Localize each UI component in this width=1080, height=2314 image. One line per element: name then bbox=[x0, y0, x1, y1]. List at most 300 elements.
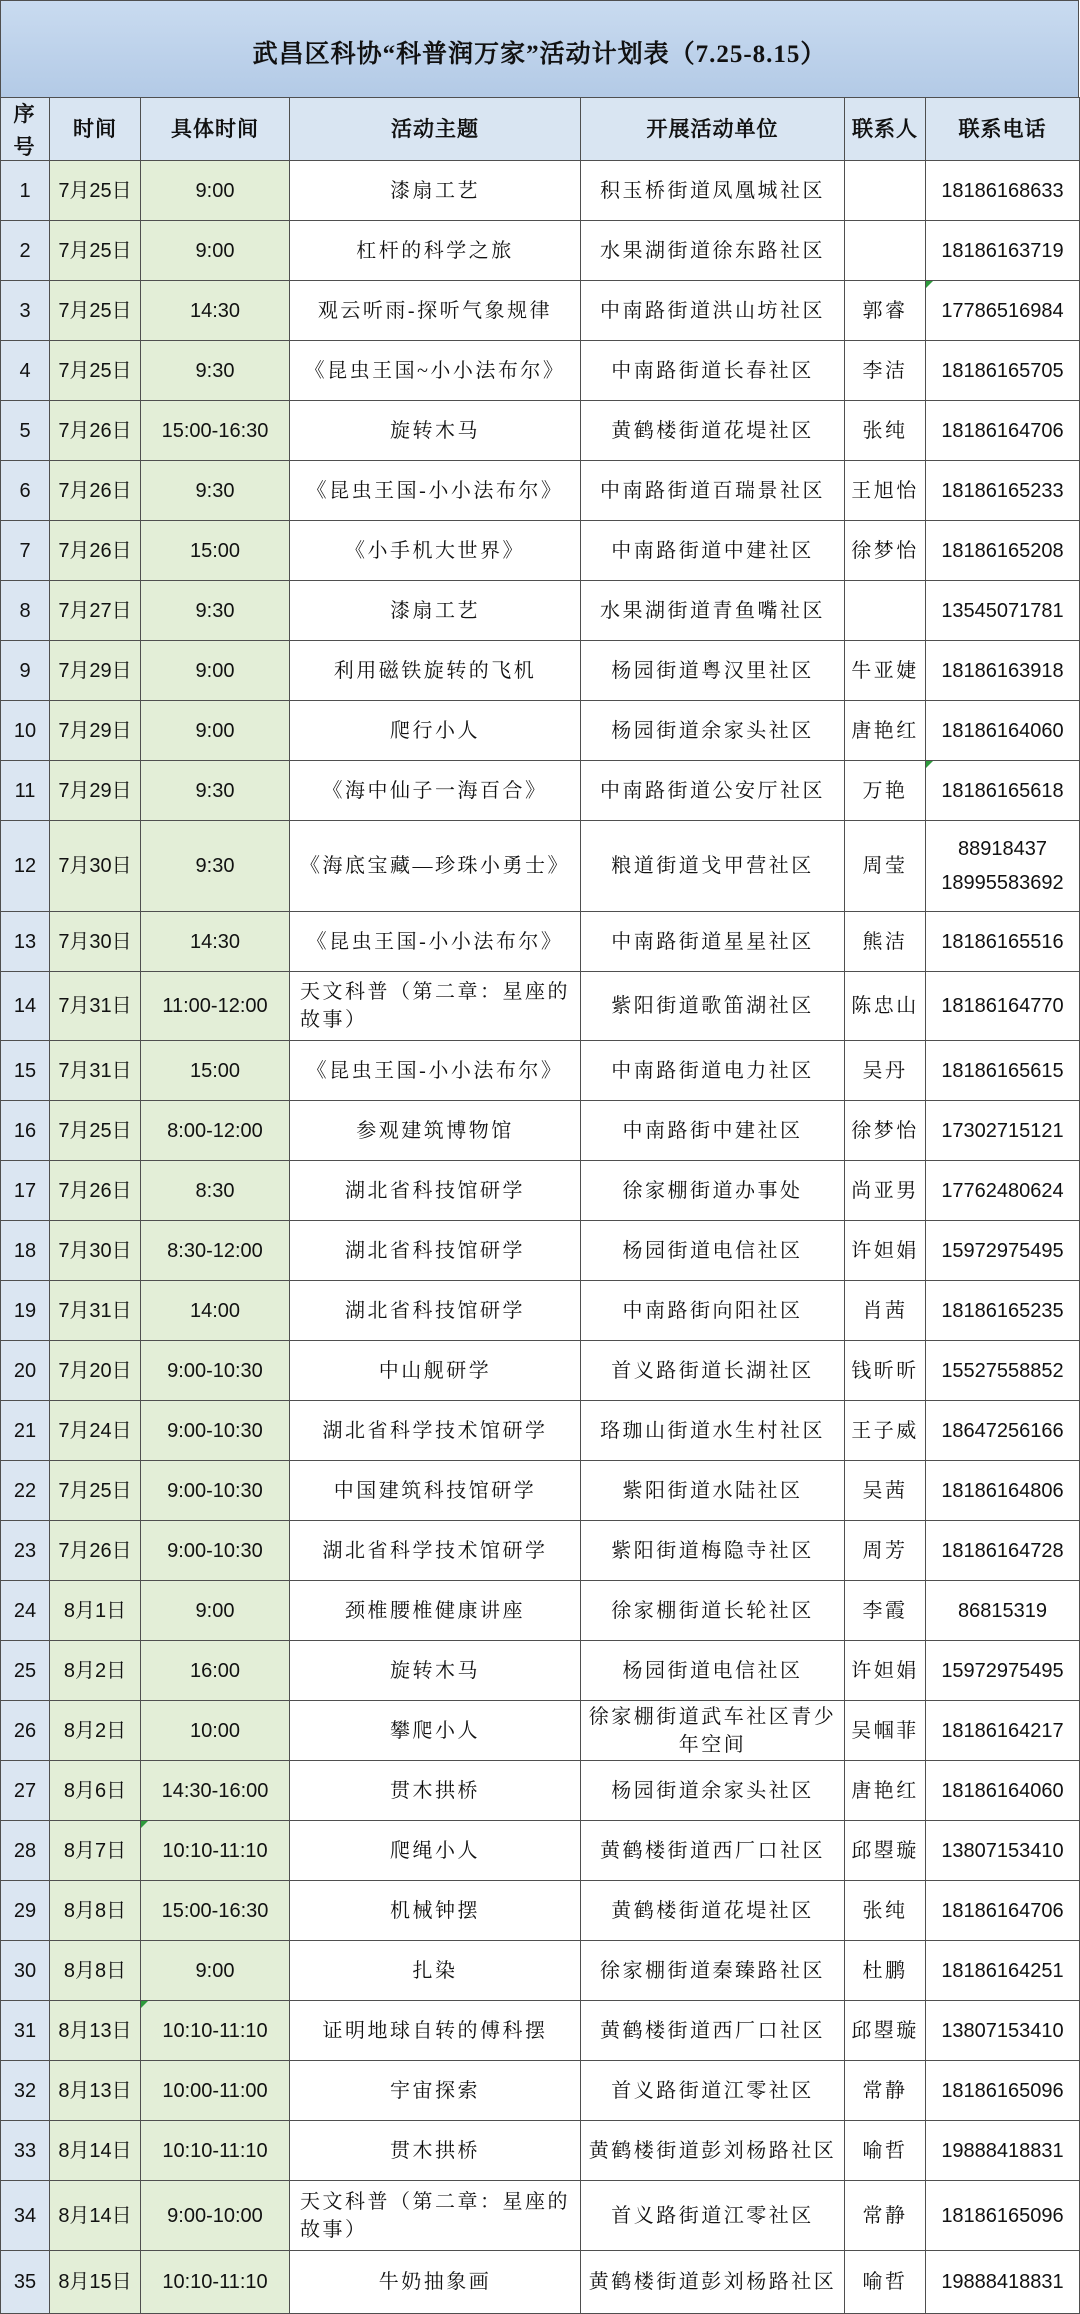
topic-text: 《昆虫王国-小小法布尔》 bbox=[306, 930, 564, 953]
contact-cell bbox=[845, 341, 926, 401]
index-cell bbox=[1, 281, 50, 341]
time-text: 9:30 bbox=[195, 599, 235, 622]
index-cell bbox=[1, 1101, 50, 1161]
time-cell bbox=[141, 701, 290, 761]
row-number: 17 bbox=[13, 1179, 37, 1202]
topic-text: 牛奶抽象画 bbox=[378, 2271, 492, 2293]
unit-cell bbox=[581, 1641, 845, 1701]
contact-cell bbox=[845, 221, 926, 281]
unit-text: 杨园街道电信社区 bbox=[622, 1239, 803, 1262]
unit-text: 中南路街道中建社区 bbox=[611, 539, 814, 562]
unit-text: 紫阳街道歌笛湖社区 bbox=[611, 995, 814, 1017]
unit-text: 中南路街道百瑞景社区 bbox=[600, 479, 825, 502]
unit-cell bbox=[581, 1881, 845, 1941]
table-row bbox=[1, 1221, 1080, 1281]
date-text: 8月15日 bbox=[58, 2271, 132, 2293]
table-row bbox=[1, 1281, 1080, 1341]
unit-cell bbox=[581, 641, 845, 701]
topic-cell bbox=[290, 1581, 581, 1641]
table-row bbox=[1, 821, 1080, 912]
contact-name: 肖茜 bbox=[862, 1299, 908, 1322]
time-cell bbox=[141, 1761, 290, 1821]
topic-text: 旋转木马 bbox=[390, 1659, 480, 1682]
date-cell bbox=[50, 461, 141, 521]
unit-text: 粮道街道戈甲营社区 bbox=[611, 855, 814, 877]
topic-cell bbox=[290, 1881, 581, 1941]
column-header-topic bbox=[290, 98, 581, 161]
phone-number: 18186168633 bbox=[941, 179, 1064, 202]
unit-text: 中南路街中建社区 bbox=[622, 1119, 803, 1142]
time-cell bbox=[141, 1521, 290, 1581]
topic-cell bbox=[290, 821, 581, 912]
unit-cell bbox=[581, 1401, 845, 1461]
column-header-time bbox=[141, 98, 290, 161]
table-row bbox=[1, 1341, 1080, 1401]
unit-cell bbox=[581, 581, 845, 641]
time-cell bbox=[141, 1581, 290, 1641]
table-row bbox=[1, 1821, 1080, 1881]
phone-number: 15527558852 bbox=[941, 1359, 1064, 1382]
contact-name: 唐艳红 bbox=[851, 1779, 919, 1802]
contact-cell bbox=[845, 161, 926, 221]
date-cell bbox=[50, 701, 141, 761]
time-text: 10:10-11:10 bbox=[162, 2139, 268, 2162]
index-cell bbox=[1, 1161, 50, 1221]
row-number: 20 bbox=[13, 1359, 37, 1382]
date-cell bbox=[50, 1701, 141, 1761]
phone-cell bbox=[926, 1881, 1080, 1941]
time-cell bbox=[141, 521, 290, 581]
phone-number: 18186164251 bbox=[941, 1959, 1064, 1982]
unit-text: 杨园街道粤汉里社区 bbox=[611, 659, 814, 682]
phone-cell bbox=[926, 221, 1080, 281]
date-text: 7月31日 bbox=[58, 995, 132, 1017]
row-number: 21 bbox=[13, 1419, 37, 1442]
row-number: 22 bbox=[13, 1479, 37, 1502]
topic-cell bbox=[290, 281, 581, 341]
contact-cell bbox=[845, 1701, 926, 1761]
date-text: 7月25日 bbox=[58, 179, 132, 202]
row-number: 5 bbox=[19, 419, 31, 442]
date-cell bbox=[50, 972, 141, 1041]
time-cell bbox=[141, 1641, 290, 1701]
topic-text: 证明地球自转的傅科摆 bbox=[322, 2019, 548, 2042]
row-number: 11 bbox=[14, 779, 36, 802]
row-number: 10 bbox=[13, 719, 37, 742]
unit-cell bbox=[581, 1701, 845, 1761]
table-row bbox=[1, 521, 1080, 581]
topic-text: 《昆虫王国-小小法布尔》 bbox=[306, 1059, 564, 1082]
topic-cell bbox=[290, 1161, 581, 1221]
row-number: 7 bbox=[19, 539, 31, 562]
date-text: 8月6日 bbox=[63, 1779, 127, 1802]
column-header-phone-label: 联系电话 bbox=[958, 117, 1047, 141]
phone-cell bbox=[926, 281, 1080, 341]
row-number: 16 bbox=[13, 1119, 37, 1142]
table-row bbox=[1, 401, 1080, 461]
contact-cell bbox=[845, 1041, 926, 1101]
date-cell bbox=[50, 161, 141, 221]
phone-cell bbox=[926, 1281, 1080, 1341]
row-number: 27 bbox=[13, 1779, 37, 1802]
date-cell bbox=[50, 1341, 141, 1401]
phone-number: 13545071781 bbox=[941, 599, 1064, 622]
topic-text: 观云听雨-探听气象规律 bbox=[317, 299, 553, 322]
topic-text: 贯木拱桥 bbox=[390, 1779, 480, 1802]
date-text: 7月24日 bbox=[58, 1419, 132, 1442]
date-text: 7月26日 bbox=[58, 479, 132, 502]
table-row bbox=[1, 1161, 1080, 1221]
topic-text: 旋转木马 bbox=[390, 419, 480, 442]
time-cell bbox=[141, 1401, 290, 1461]
time-cell bbox=[141, 2061, 290, 2121]
time-cell bbox=[141, 1341, 290, 1401]
row-number: 28 bbox=[13, 1839, 37, 1862]
contact-cell bbox=[845, 581, 926, 641]
table-row bbox=[1, 2181, 1080, 2251]
unit-text: 紫阳街道梅隐寺社区 bbox=[611, 1539, 814, 1562]
contact-name: 牛亚婕 bbox=[851, 659, 919, 682]
index-cell bbox=[1, 641, 50, 701]
contact-name: 许妲娟 bbox=[851, 1239, 919, 1262]
phone-cell bbox=[926, 701, 1080, 761]
unit-text: 中南路街道星星社区 bbox=[611, 930, 814, 953]
topic-cell bbox=[290, 2001, 581, 2061]
topic-cell bbox=[290, 912, 581, 972]
phone-number: 88918437 bbox=[958, 838, 1047, 860]
topic-text: 漆扇工艺 bbox=[390, 179, 480, 202]
phone-number: 18186164706 bbox=[941, 419, 1064, 442]
time-cell bbox=[141, 461, 290, 521]
column-header-index bbox=[1, 98, 50, 161]
contact-cell bbox=[845, 1941, 926, 2001]
phone-number: 18186165516 bbox=[941, 930, 1064, 953]
phone-cell bbox=[926, 581, 1080, 641]
time-text: 9:00-10:00 bbox=[167, 2204, 263, 2227]
date-text: 7月30日 bbox=[58, 1239, 132, 1262]
contact-name: 李霞 bbox=[862, 1599, 908, 1622]
topic-text: 利用磁铁旋转的飞机 bbox=[333, 659, 537, 682]
row-number: 30 bbox=[13, 1959, 37, 1982]
column-header-date-label: 时间 bbox=[73, 117, 117, 141]
time-text: 10:10-11:10 bbox=[162, 1839, 268, 1862]
unit-text: 珞珈山街道水生村社区 bbox=[600, 1419, 825, 1442]
row-number: 2 bbox=[19, 239, 31, 262]
unit-cell bbox=[581, 1761, 845, 1821]
topic-cell bbox=[290, 401, 581, 461]
row-number: 14 bbox=[13, 995, 37, 1017]
index-cell bbox=[1, 1761, 50, 1821]
time-cell bbox=[141, 972, 290, 1041]
column-header-time-label: 具体时间 bbox=[171, 117, 259, 141]
topic-cell bbox=[290, 1101, 581, 1161]
phone-number: 18186164770 bbox=[941, 995, 1064, 1017]
unit-text: 黄鹤楼街道彭刘杨路社区 bbox=[588, 2139, 837, 2162]
title-bar bbox=[0, 0, 1079, 97]
phone-cell bbox=[926, 1401, 1080, 1461]
green-triangle-icon bbox=[926, 761, 933, 768]
date-text: 7月29日 bbox=[58, 719, 132, 742]
contact-name: 喻哲 bbox=[862, 2271, 908, 2293]
green-triangle-icon bbox=[141, 2001, 148, 2008]
time-cell bbox=[141, 1941, 290, 2001]
row-number: 24 bbox=[13, 1599, 37, 1622]
phone-cell bbox=[926, 2121, 1080, 2181]
topic-text: 漆扇工艺 bbox=[390, 599, 480, 622]
date-text: 7月25日 bbox=[58, 239, 132, 262]
unit-text: 中南路街道长春社区 bbox=[611, 359, 814, 382]
topic-cell bbox=[290, 461, 581, 521]
contact-name: 邱曌璇 bbox=[851, 2019, 919, 2042]
phone-cell bbox=[926, 1041, 1080, 1101]
topic-cell bbox=[290, 701, 581, 761]
time-text: 8:00-12:00 bbox=[167, 1119, 263, 1142]
row-number: 8 bbox=[19, 599, 31, 622]
row-number: 32 bbox=[13, 2079, 37, 2102]
date-text: 8月14日 bbox=[58, 2139, 132, 2162]
index-cell bbox=[1, 2121, 50, 2181]
table-row bbox=[1, 1941, 1080, 2001]
time-text: 9:30 bbox=[195, 779, 235, 802]
time-text: 9:00 bbox=[195, 239, 235, 262]
unit-text: 积玉桥街道凤凰城社区 bbox=[600, 179, 825, 202]
contact-name: 喻哲 bbox=[862, 2139, 908, 2162]
time-text: 9:00 bbox=[195, 719, 235, 742]
time-text: 10:00-11:00 bbox=[162, 2079, 268, 2102]
date-text: 7月29日 bbox=[58, 659, 132, 682]
date-cell bbox=[50, 1101, 141, 1161]
phone-cell bbox=[926, 401, 1080, 461]
date-cell bbox=[50, 641, 141, 701]
date-cell bbox=[50, 821, 141, 912]
phone-number: 18186165208 bbox=[941, 539, 1064, 562]
time-cell bbox=[141, 1821, 290, 1881]
topic-text: 《海底宝藏—珍珠小勇士》 bbox=[300, 855, 570, 877]
contact-name: 李洁 bbox=[862, 359, 908, 382]
unit-cell bbox=[581, 1281, 845, 1341]
index-cell bbox=[1, 821, 50, 912]
column-header-unit bbox=[581, 98, 845, 161]
contact-cell bbox=[845, 2251, 926, 2314]
column-header-unit-label: 开展活动单位 bbox=[646, 117, 779, 141]
row-number: 9 bbox=[19, 659, 31, 682]
contact-cell bbox=[845, 1101, 926, 1161]
unit-text: 水果湖街道徐东路社区 bbox=[600, 239, 825, 262]
unit-text: 徐家棚街道武车社区青少年空间 bbox=[588, 1705, 837, 1756]
table-row bbox=[1, 461, 1080, 521]
topic-text: 天文科普（第二章：星座的故事） bbox=[300, 2190, 570, 2241]
topic-cell bbox=[290, 641, 581, 701]
index-cell bbox=[1, 1581, 50, 1641]
topic-cell bbox=[290, 1761, 581, 1821]
table-row bbox=[1, 581, 1080, 641]
column-header-phone bbox=[926, 98, 1080, 161]
table-row bbox=[1, 1641, 1080, 1701]
contact-name: 万艳 bbox=[862, 779, 908, 802]
table-row bbox=[1, 2001, 1080, 2061]
phone-cell bbox=[926, 821, 1080, 912]
date-cell bbox=[50, 1401, 141, 1461]
date-cell bbox=[50, 1521, 141, 1581]
time-text: 9:30 bbox=[195, 359, 235, 382]
unit-cell bbox=[581, 1821, 845, 1881]
phone-cell bbox=[926, 521, 1080, 581]
contact-cell bbox=[845, 1281, 926, 1341]
activity-table bbox=[0, 97, 1080, 2314]
phone-number: 18186165096 bbox=[941, 2079, 1064, 2102]
unit-text: 徐家棚街道办事处 bbox=[622, 1179, 803, 1202]
unit-cell bbox=[581, 1161, 845, 1221]
phone-number: 18186165705 bbox=[941, 359, 1064, 382]
time-text: 9:00 bbox=[195, 179, 235, 202]
topic-text: 中山舰研学 bbox=[378, 1359, 492, 1382]
unit-cell bbox=[581, 1101, 845, 1161]
topic-cell bbox=[290, 1821, 581, 1881]
index-cell bbox=[1, 1461, 50, 1521]
contact-name: 吴茜 bbox=[862, 1479, 908, 1502]
topic-text: 中国建筑科技馆研学 bbox=[333, 1479, 537, 1502]
index-cell bbox=[1, 701, 50, 761]
topic-cell bbox=[290, 521, 581, 581]
contact-name: 王旭怡 bbox=[851, 479, 919, 502]
date-cell bbox=[50, 912, 141, 972]
phone-cell bbox=[926, 1761, 1080, 1821]
date-text: 8月13日 bbox=[58, 2019, 132, 2042]
date-text: 7月25日 bbox=[58, 359, 132, 382]
time-cell bbox=[141, 581, 290, 641]
phone-cell bbox=[926, 461, 1080, 521]
contact-cell bbox=[845, 1161, 926, 1221]
unit-text: 中南路街道公安厅社区 bbox=[600, 779, 825, 802]
date-cell bbox=[50, 2061, 141, 2121]
date-cell bbox=[50, 1221, 141, 1281]
phone-cell bbox=[926, 1221, 1080, 1281]
topic-text: 《昆虫王国~小小法布尔》 bbox=[304, 359, 566, 382]
time-text: 15:00 bbox=[189, 1059, 241, 1082]
unit-cell bbox=[581, 1941, 845, 2001]
time-cell bbox=[141, 341, 290, 401]
time-text: 15:00-16:30 bbox=[161, 419, 269, 442]
topic-cell bbox=[290, 1221, 581, 1281]
topic-cell bbox=[290, 161, 581, 221]
table-row bbox=[1, 1881, 1080, 1941]
phone-number: 18186165096 bbox=[941, 2204, 1064, 2227]
index-cell bbox=[1, 1281, 50, 1341]
unit-text: 徐家棚街道长轮社区 bbox=[611, 1599, 814, 1622]
column-header-contact-label: 联系人 bbox=[852, 117, 918, 141]
table-row bbox=[1, 1761, 1080, 1821]
index-cell bbox=[1, 1881, 50, 1941]
contact-name: 常静 bbox=[862, 2079, 908, 2102]
contact-cell bbox=[845, 821, 926, 912]
topic-text: 爬绳小人 bbox=[390, 1839, 480, 1862]
column-header-contact bbox=[845, 98, 926, 161]
date-text: 8月14日 bbox=[58, 2204, 132, 2227]
contact-name: 王子威 bbox=[851, 1419, 919, 1442]
topic-text: 贯木拱桥 bbox=[390, 2139, 480, 2162]
time-text: 11:00-12:00 bbox=[162, 995, 268, 1017]
topic-cell bbox=[290, 761, 581, 821]
phone-number: 18647256166 bbox=[941, 1419, 1064, 1442]
date-text: 7月30日 bbox=[58, 855, 132, 877]
row-number: 34 bbox=[13, 2204, 37, 2227]
row-number: 6 bbox=[19, 479, 31, 502]
date-text: 7月26日 bbox=[58, 539, 132, 562]
index-cell bbox=[1, 1041, 50, 1101]
time-text: 9:00 bbox=[195, 1599, 235, 1622]
time-cell bbox=[141, 2181, 290, 2251]
index-cell bbox=[1, 581, 50, 641]
phone-cell bbox=[926, 161, 1080, 221]
index-cell bbox=[1, 2001, 50, 2061]
time-cell bbox=[141, 761, 290, 821]
phone-cell bbox=[926, 1701, 1080, 1761]
phone-cell bbox=[926, 1581, 1080, 1641]
row-number: 31 bbox=[13, 2019, 37, 2042]
phone-number: 13807153410 bbox=[941, 2019, 1064, 2042]
time-text: 10:00 bbox=[189, 1719, 241, 1742]
date-cell bbox=[50, 341, 141, 401]
contact-name: 张纯 bbox=[862, 419, 908, 442]
contact-name: 唐艳红 bbox=[851, 719, 919, 742]
green-triangle-icon bbox=[926, 281, 933, 288]
phone-cell bbox=[926, 1101, 1080, 1161]
phone-number: 17762480624 bbox=[941, 1179, 1064, 1202]
time-text: 10:10-11:10 bbox=[162, 2019, 268, 2042]
time-cell bbox=[141, 2001, 290, 2061]
contact-cell bbox=[845, 641, 926, 701]
contact-name: 徐梦怡 bbox=[851, 1119, 919, 1142]
unit-text: 中南路街道洪山坊社区 bbox=[600, 299, 825, 322]
date-cell bbox=[50, 1161, 141, 1221]
date-cell bbox=[50, 2001, 141, 2061]
contact-name: 张纯 bbox=[862, 1899, 908, 1922]
unit-text: 首义路街道江零社区 bbox=[611, 2079, 814, 2102]
table-row bbox=[1, 1701, 1080, 1761]
phone-number: 18186165618 bbox=[941, 779, 1064, 802]
unit-text: 徐家棚街道秦臻路社区 bbox=[600, 1959, 825, 1982]
time-text: 14:30-16:00 bbox=[161, 1779, 269, 1802]
topic-cell bbox=[290, 1701, 581, 1761]
contact-cell bbox=[845, 912, 926, 972]
time-cell bbox=[141, 1701, 290, 1761]
table-row bbox=[1, 1521, 1080, 1581]
unit-text: 黄鹤楼街道西厂口社区 bbox=[600, 2019, 825, 2042]
unit-cell bbox=[581, 401, 845, 461]
row-number: 4 bbox=[19, 359, 31, 382]
time-text: 9:00 bbox=[195, 659, 235, 682]
table-row bbox=[1, 1401, 1080, 1461]
topic-cell bbox=[290, 581, 581, 641]
row-number: 13 bbox=[13, 930, 37, 953]
unit-cell bbox=[581, 281, 845, 341]
table-row bbox=[1, 761, 1080, 821]
index-cell bbox=[1, 1221, 50, 1281]
topic-text: 颈椎腰椎健康讲座 bbox=[345, 1599, 525, 1622]
phone-number: 15972975495 bbox=[941, 1659, 1064, 1682]
date-text: 7月27日 bbox=[58, 599, 132, 622]
row-number: 12 bbox=[13, 855, 37, 877]
contact-name: 钱昕昕 bbox=[851, 1359, 919, 1382]
unit-cell bbox=[581, 972, 845, 1041]
phone-number: 18186164706 bbox=[941, 1899, 1064, 1922]
table-row bbox=[1, 701, 1080, 761]
phone-cell bbox=[926, 1521, 1080, 1581]
topic-text: 湖北省科学技术馆研学 bbox=[322, 1419, 548, 1442]
time-text: 15:00-16:30 bbox=[161, 1899, 269, 1922]
index-cell bbox=[1, 461, 50, 521]
table-row bbox=[1, 341, 1080, 401]
